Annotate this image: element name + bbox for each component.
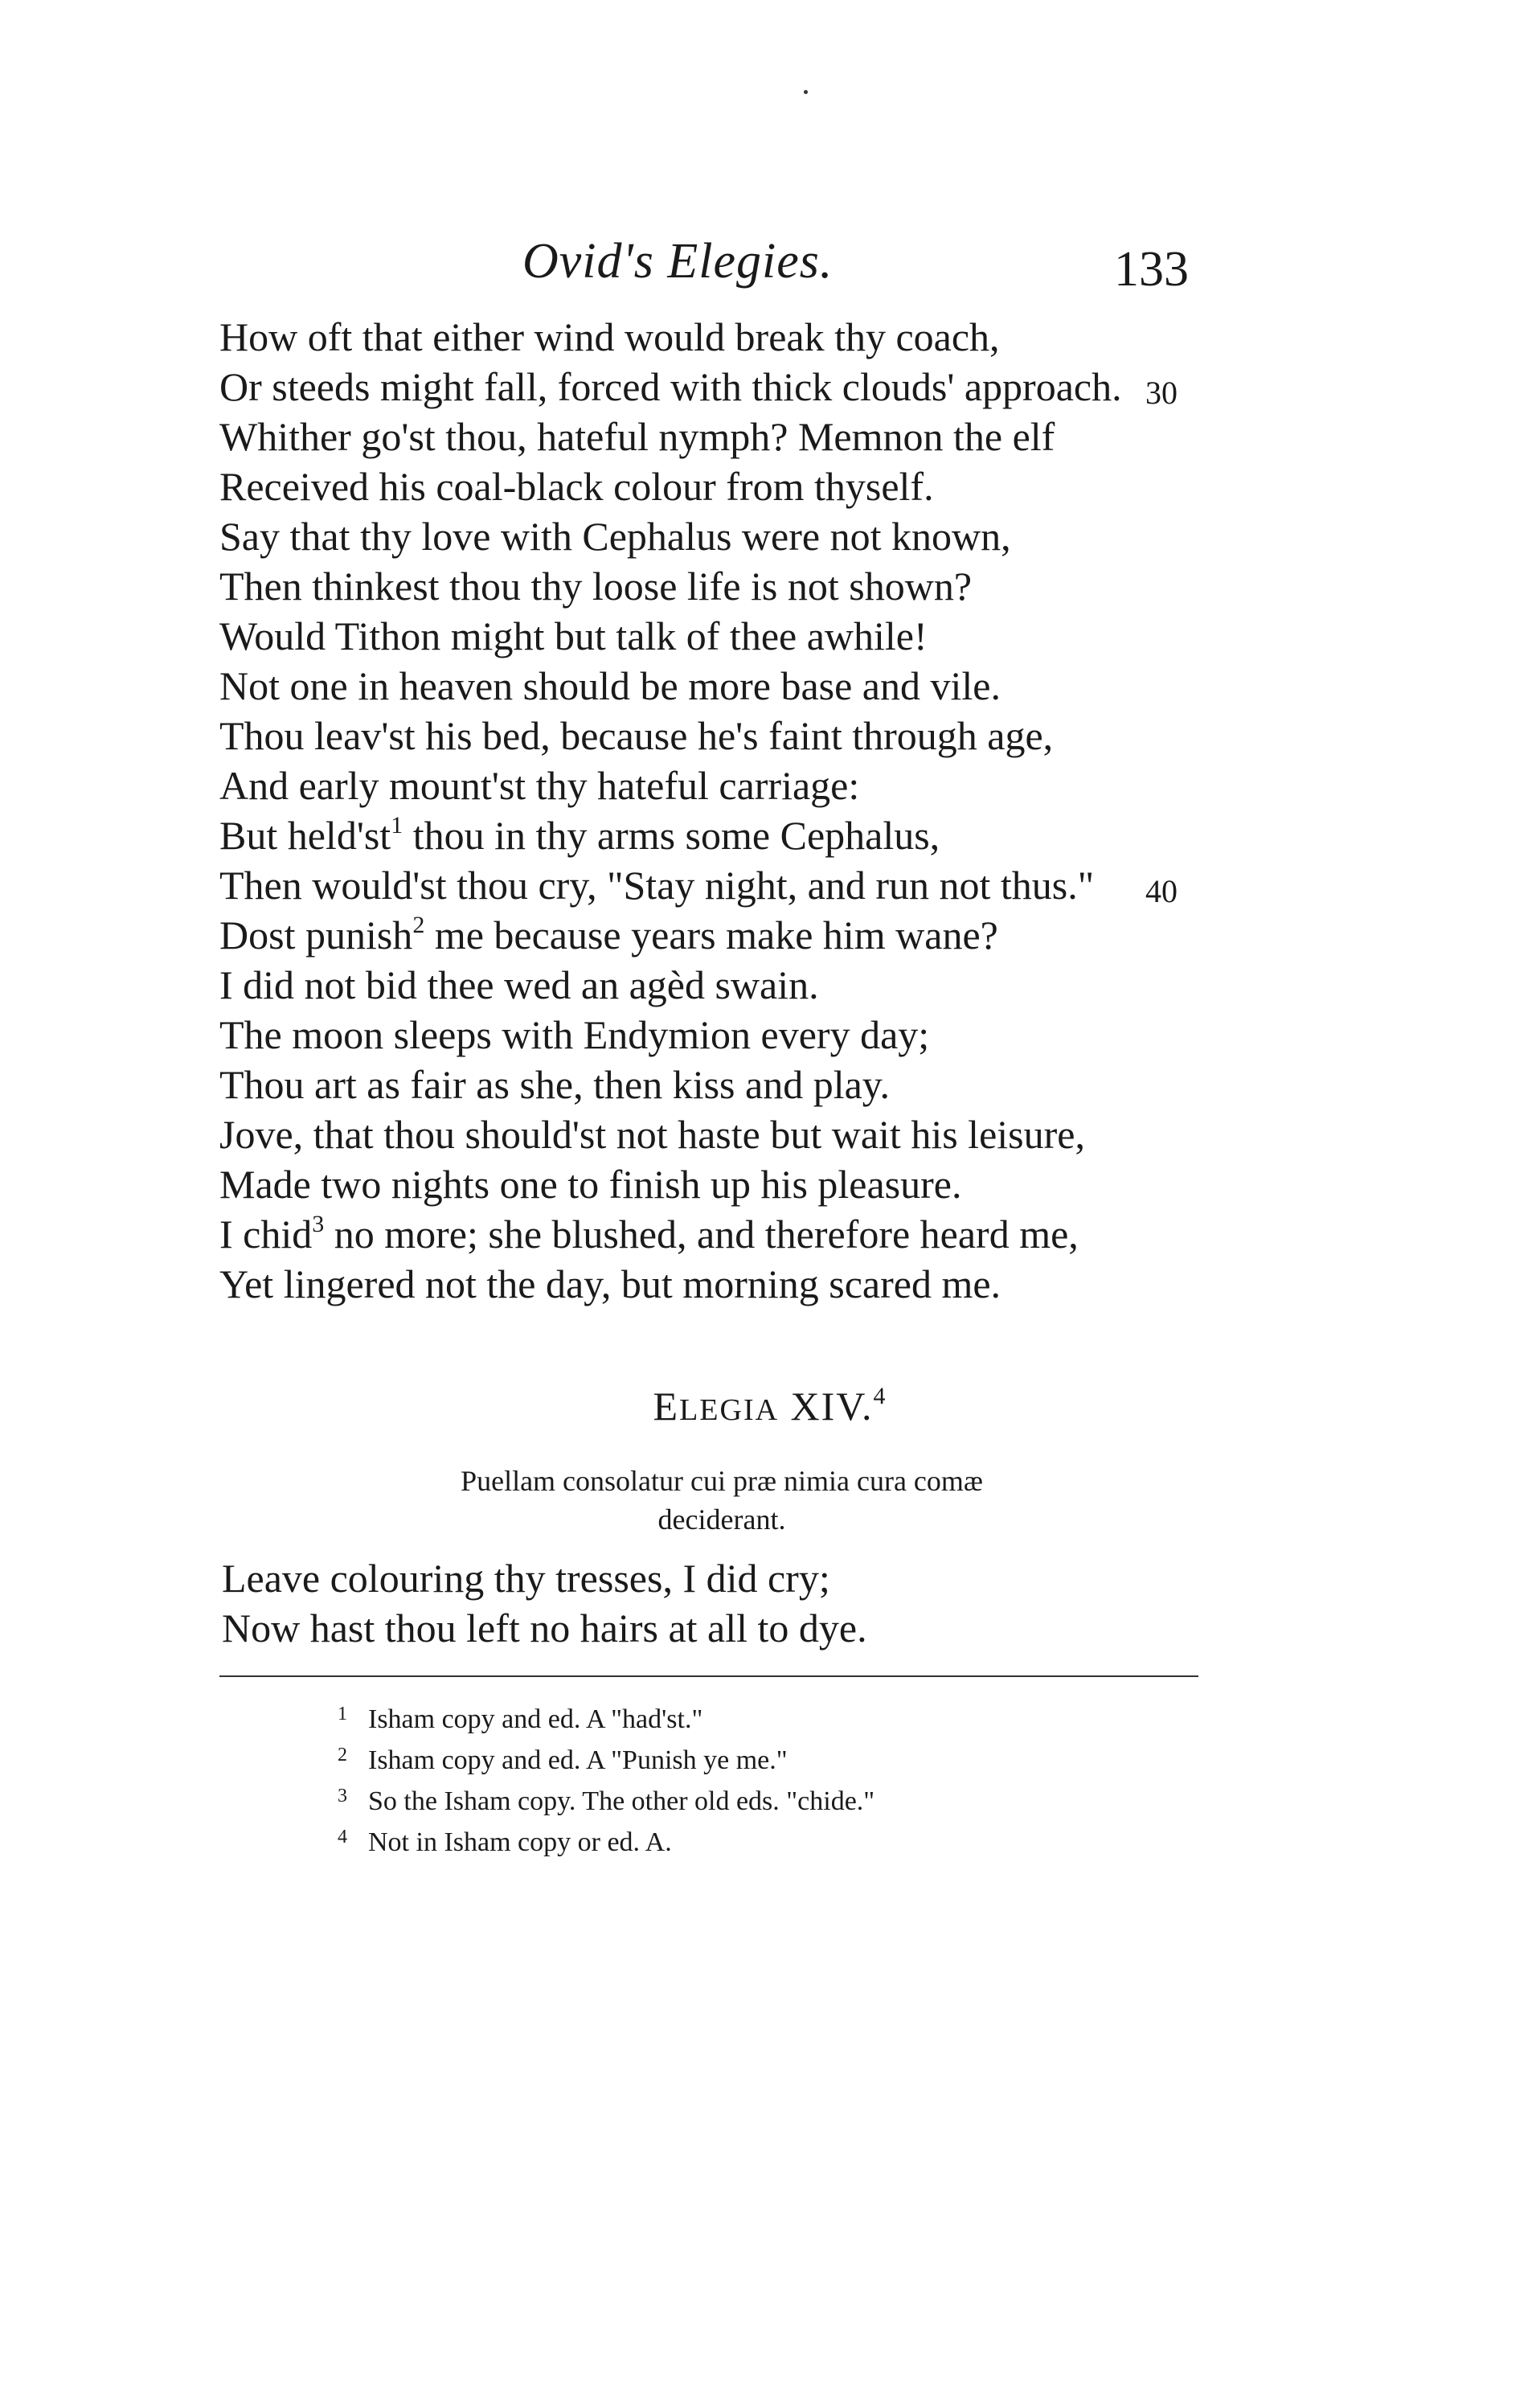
elegy-heading-smallcaps: LEGIA bbox=[679, 1393, 780, 1427]
footnote bbox=[338, 1819, 1222, 1860]
verse-line bbox=[219, 711, 1216, 761]
verse-line-text: How oft that either wind would break thy coach, bbox=[219, 314, 1000, 359]
elegy-heading bbox=[0, 1383, 1540, 1429]
verse-line bbox=[219, 860, 1216, 910]
verse-line bbox=[219, 960, 1216, 1010]
line-number: 40 bbox=[1145, 873, 1178, 909]
footnote-text: Isham copy and ed. A "Punish ye me." bbox=[368, 1745, 788, 1775]
verse-line bbox=[219, 412, 1216, 461]
verse-line bbox=[219, 761, 1216, 810]
footnotes bbox=[338, 1696, 1222, 1860]
footnote-reference: 4 bbox=[873, 1383, 887, 1409]
verse-line-text: I did not bid thee wed an agèd swain. bbox=[219, 962, 819, 1007]
verse-line: Leave colouring thy tresses, I did cry; bbox=[222, 1556, 830, 1601]
verse-line-text: thou in thy arms some Cephalus, bbox=[403, 813, 940, 858]
verse-line-text: And early mount'st thy hateful carriage: bbox=[219, 763, 860, 808]
footnote bbox=[338, 1778, 1222, 1819]
verse-line bbox=[219, 511, 1216, 561]
verse-line-text: Then would'st thou cry, "Stay night, and run not thus." bbox=[219, 863, 1095, 908]
verse-line-text: me because years make him wane? bbox=[424, 912, 998, 958]
footnote-mark: 4 bbox=[338, 1827, 347, 1847]
elegy-argument-line: Puellam consolatur cui præ nimia cura comæ bbox=[461, 1465, 983, 1497]
verse-line bbox=[219, 611, 1216, 661]
verse-line bbox=[219, 1010, 1216, 1060]
footnote-mark: 1 bbox=[338, 1704, 347, 1724]
footnote bbox=[338, 1737, 1222, 1778]
elegy-verse-block bbox=[222, 1553, 867, 1653]
elegy-argument bbox=[376, 1462, 1067, 1539]
verse-line bbox=[219, 461, 1216, 511]
verse-line-text: Received his coal-black colour from thyself. bbox=[219, 464, 934, 509]
footnote-reference: 1 bbox=[391, 812, 403, 839]
verse-line bbox=[219, 1109, 1216, 1159]
verse-line bbox=[219, 910, 1216, 960]
elegy-argument-line: deciderant. bbox=[657, 1503, 786, 1536]
verse-line-text: Dost punish bbox=[219, 912, 413, 958]
verse-line-text: The moon sleeps with Endymion every day; bbox=[219, 1012, 930, 1057]
verse-line bbox=[219, 1159, 1216, 1209]
verse-line bbox=[219, 661, 1216, 711]
footnote-text: Isham copy and ed. A "had'st." bbox=[368, 1704, 703, 1734]
footnote-text: Not in Isham copy or ed. A. bbox=[368, 1827, 672, 1857]
line-number: 30 bbox=[1145, 375, 1178, 411]
footnote-mark: 3 bbox=[338, 1786, 347, 1806]
verse-line bbox=[219, 1209, 1216, 1259]
running-head: Ovid's Elegies. bbox=[522, 234, 833, 289]
verse-line-text: Would Tithon might but talk of thee awhile! bbox=[219, 613, 928, 658]
verse-line-text: I chid bbox=[219, 1212, 313, 1257]
footnote-reference: 3 bbox=[312, 1211, 325, 1237]
footnote-text: So the Isham copy. The other old eds. "chide." bbox=[368, 1786, 875, 1816]
verse-line bbox=[219, 1060, 1216, 1109]
verse-line-text: Or steeds might fall, forced with thick clouds' approach. bbox=[219, 364, 1122, 409]
verse-line bbox=[219, 362, 1216, 412]
verse-line-text: Thou leav'st his bed, because he's faint through age, bbox=[219, 713, 1054, 758]
footnote-rule bbox=[219, 1675, 1198, 1677]
footnote bbox=[338, 1696, 1222, 1737]
verse-line bbox=[219, 561, 1216, 611]
verse-line-text: But held'st bbox=[219, 813, 391, 858]
verse-block bbox=[219, 312, 1216, 1309]
verse-line-text: Say that thy love with Cephalus were not known, bbox=[219, 514, 1011, 559]
verse-line-text: no more; she blushed, and therefore heard me, bbox=[324, 1212, 1079, 1257]
verse-line bbox=[219, 312, 1216, 362]
footnote-mark: 2 bbox=[338, 1745, 347, 1765]
elegy-heading-numeral: XIV. bbox=[779, 1384, 874, 1429]
verse-line-text: Yet lingered not the day, but morning scared me. bbox=[219, 1261, 1001, 1306]
footnote-reference: 2 bbox=[412, 912, 425, 938]
verse-line-text: Made two nights one to finish up his pleasure. bbox=[219, 1162, 962, 1207]
verse-line-text: Whither go'st thou, hateful nymph? Memnon the elf bbox=[219, 414, 1055, 459]
verse-line-text: Thou art as fair as she, then kiss and play. bbox=[219, 1062, 891, 1107]
verse-line: Now hast thou left no hairs at all to dye. bbox=[222, 1605, 867, 1651]
verse-line-text: Not one in heaven should be more base and vile. bbox=[219, 663, 1001, 708]
verse-line bbox=[219, 1259, 1216, 1309]
page-number: 133 bbox=[1114, 242, 1189, 297]
printer-dot bbox=[804, 90, 808, 94]
verse-line bbox=[219, 810, 1216, 860]
verse-line-text: Then thinkest thou thy loose life is not shown? bbox=[219, 564, 973, 609]
elegy-heading-initial: E bbox=[653, 1384, 680, 1429]
verse-line-text: Jove, that thou should'st not haste but wait his leisure, bbox=[219, 1112, 1085, 1157]
